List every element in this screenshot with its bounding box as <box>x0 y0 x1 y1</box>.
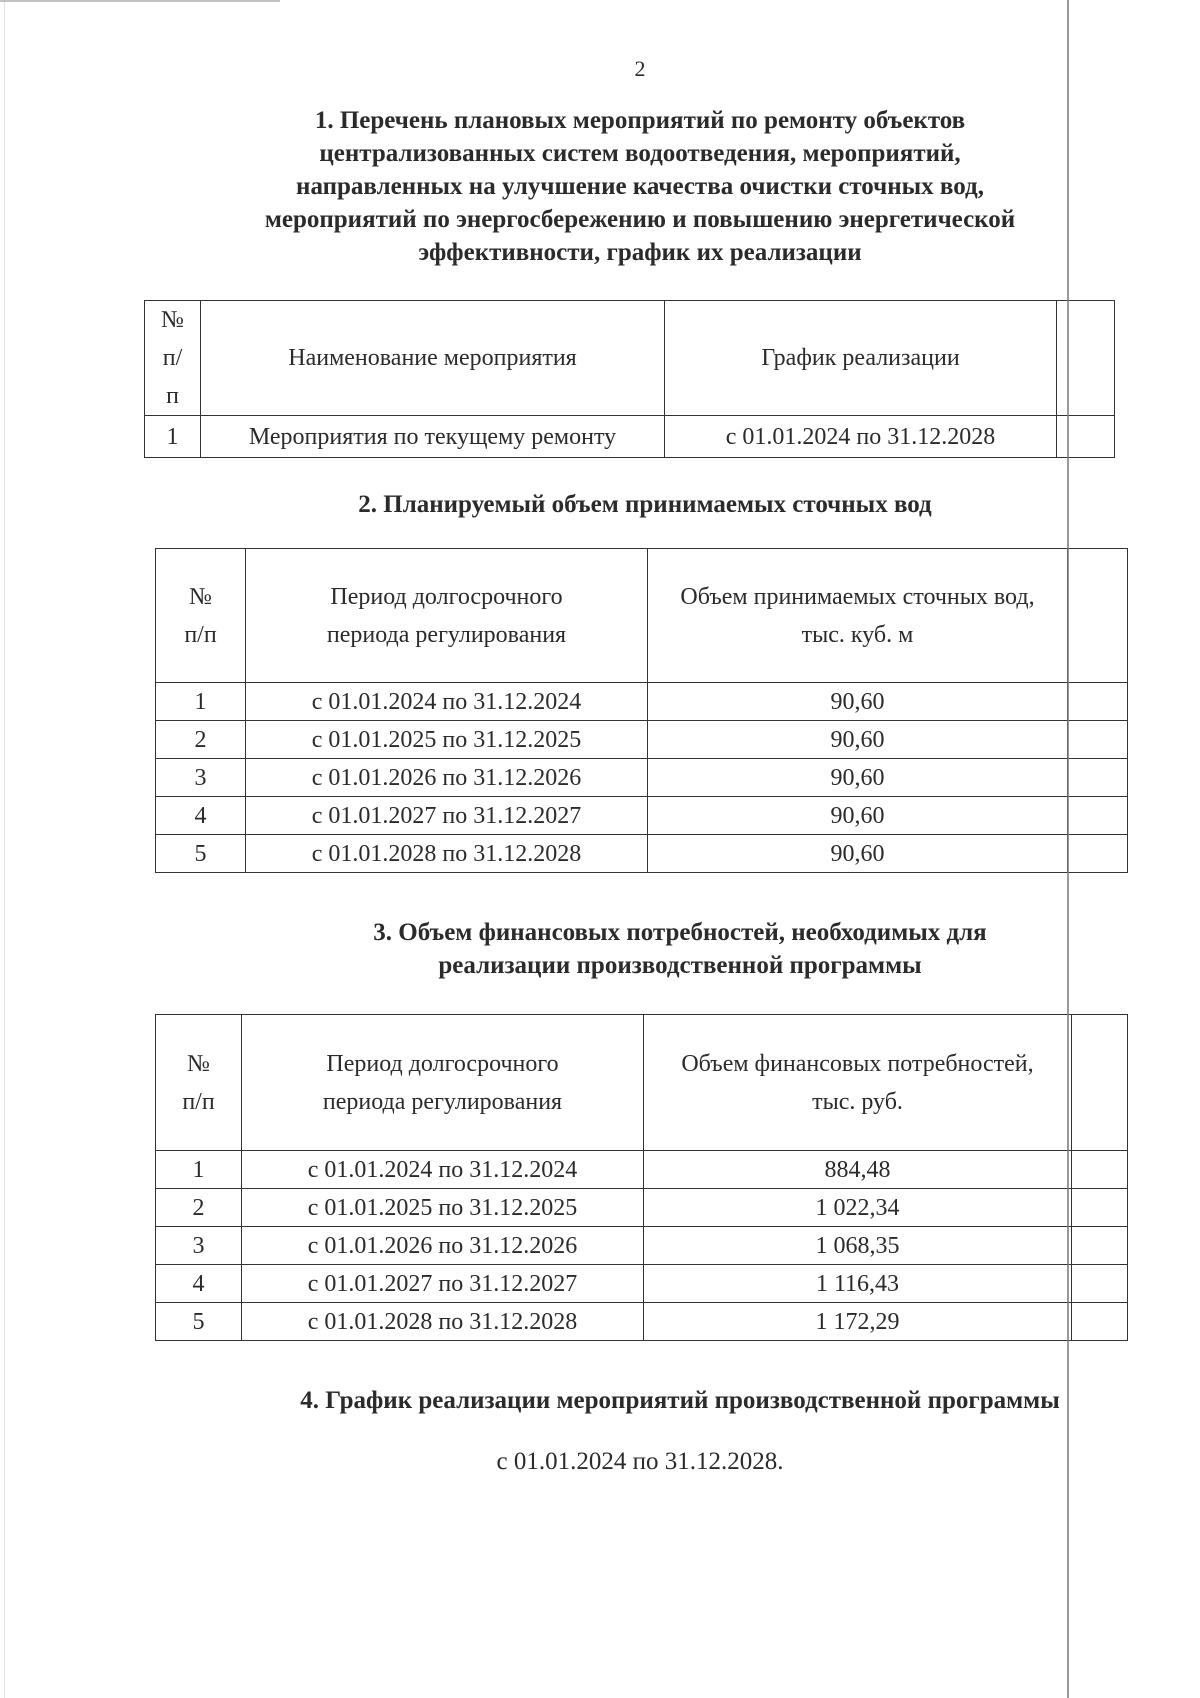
table-row <box>156 683 1128 721</box>
section1-title-line: 1. Перечень плановых мероприятий по ремонту объектов <box>314 107 966 134</box>
header-num <box>145 301 201 416</box>
row-num: 4 <box>156 797 246 835</box>
blank-cell <box>1057 301 1115 416</box>
section3-title-line: 3. Объем финансовых потребностей, необходимых для <box>373 919 987 946</box>
section4-title: 4. График реализации мероприятий производственной программы <box>300 1387 1060 1414</box>
table-row <box>156 797 1128 835</box>
header-period <box>242 1015 644 1151</box>
table-header-row <box>156 1015 1128 1151</box>
blank-cell <box>1072 1151 1128 1189</box>
header-period-line: Период долгосрочного <box>326 1050 559 1077</box>
header-num <box>156 549 246 683</box>
header-num-line: п/ <box>162 345 183 371</box>
header-finance-line: Объем финансовых потребностей, <box>681 1050 1034 1077</box>
table-header-row <box>145 301 1115 416</box>
blank-cell <box>1068 835 1128 873</box>
table-row <box>156 721 1128 759</box>
blank-cell <box>1068 683 1128 721</box>
header-num-line: п/п <box>184 621 217 648</box>
row-finance: 1 022,34 <box>644 1189 1072 1227</box>
row-num: 2 <box>156 1189 242 1227</box>
header-num-line: № <box>161 307 184 333</box>
scan-left-edge <box>4 0 5 1698</box>
table-row <box>156 835 1128 873</box>
row-num: 5 <box>156 835 246 873</box>
row-period: с 01.01.2028 по 31.12.2028 <box>246 835 648 873</box>
row-period: с 01.01.2025 по 31.12.2025 <box>246 721 648 759</box>
blank-cell <box>1068 721 1128 759</box>
row-finance: 884,48 <box>644 1151 1072 1189</box>
header-period-line: периода регулирования <box>322 1088 563 1115</box>
section2-title: 2. Планируемый объем принимаемых сточных вод <box>358 491 932 518</box>
row-period: с 01.01.2024 по 31.12.2024 <box>242 1151 644 1189</box>
blank-cell <box>1072 1303 1128 1341</box>
header-period <box>246 549 648 683</box>
scan-edge-line <box>1067 0 1069 1698</box>
header-num-line: п <box>166 383 179 409</box>
row-activity-name: Мероприятия по текущему ремонту <box>201 416 665 458</box>
row-volume: 90,60 <box>648 721 1068 759</box>
section1-title-line: эффективности, график их реализации <box>418 239 862 266</box>
scan-top-edge <box>0 0 280 2</box>
row-volume: 90,60 <box>648 797 1068 835</box>
row-finance: 1 172,29 <box>644 1303 1072 1341</box>
header-num <box>156 1015 242 1151</box>
table-header-row <box>156 549 1128 683</box>
header-num-line: № <box>187 1050 210 1077</box>
table-row <box>156 1227 1128 1265</box>
blank-cell <box>1057 416 1115 458</box>
row-num: 2 <box>156 721 246 759</box>
header-num-line: № <box>189 583 212 610</box>
table-row <box>145 416 1115 458</box>
row-finance: 1 068,35 <box>644 1227 1072 1265</box>
page-number: 2 <box>634 56 646 81</box>
row-period: с 01.01.2024 по 31.12.2024 <box>246 683 648 721</box>
table-row <box>156 1151 1128 1189</box>
row-num: 5 <box>156 1303 242 1341</box>
table-row <box>156 1265 1128 1303</box>
header-finance-line: тыс. руб. <box>812 1088 903 1115</box>
row-volume: 90,60 <box>648 759 1068 797</box>
wastewater-volume-table <box>155 548 1128 873</box>
row-num: 1 <box>145 416 201 458</box>
row-period: с 01.01.2026 по 31.12.2026 <box>242 1227 644 1265</box>
header-volume <box>648 549 1068 683</box>
activities-table <box>144 300 1115 458</box>
header-finance <box>644 1015 1072 1151</box>
header-period-line: периода регулирования <box>326 621 567 648</box>
section4-period: с 01.01.2024 по 31.12.2028. <box>496 1448 784 1475</box>
blank-cell <box>1072 1189 1128 1227</box>
table-row <box>156 1189 1128 1227</box>
row-num: 3 <box>156 759 246 797</box>
section1-title <box>205 104 1075 269</box>
header-volume-line: Объем принимаемых сточных вод, <box>680 583 1035 610</box>
blank-cell <box>1068 549 1128 683</box>
row-period: с 01.01.2027 по 31.12.2027 <box>242 1265 644 1303</box>
row-finance: 1 116,43 <box>644 1265 1072 1303</box>
section1-title-line: централизованных систем водоотведения, мероприятий, <box>319 140 961 167</box>
blank-cell <box>1068 797 1128 835</box>
header-volume-line: тыс. куб. м <box>801 621 914 648</box>
header-schedule: График реализации <box>665 301 1057 416</box>
row-num: 3 <box>156 1227 242 1265</box>
row-num: 1 <box>156 1151 242 1189</box>
blank-cell <box>1072 1227 1128 1265</box>
row-period: с 01.01.2028 по 31.12.2028 <box>242 1303 644 1341</box>
section1-title-line: направленных на улучшение качества очистки сточных вод, <box>296 173 984 200</box>
row-period: с 01.01.2027 по 31.12.2027 <box>246 797 648 835</box>
blank-cell <box>1072 1265 1128 1303</box>
row-num: 1 <box>156 683 246 721</box>
table-row <box>156 759 1128 797</box>
section3-title <box>300 916 1060 982</box>
section1-title-line: мероприятий по энергосбережению и повышению энергетической <box>264 206 1016 233</box>
row-volume: 90,60 <box>648 835 1068 873</box>
row-volume: 90,60 <box>648 683 1068 721</box>
header-num-line: п/п <box>182 1088 215 1115</box>
row-schedule: с 01.01.2024 по 31.12.2028 <box>665 416 1057 458</box>
blank-cell <box>1072 1015 1128 1151</box>
row-period: с 01.01.2026 по 31.12.2026 <box>246 759 648 797</box>
row-num: 4 <box>156 1265 242 1303</box>
blank-cell <box>1068 759 1128 797</box>
header-period-line: Период долгосрочного <box>330 583 563 610</box>
section3-title-line: реализации производственной программы <box>438 952 922 979</box>
header-activity-name: Наименование мероприятия <box>201 301 665 416</box>
row-period: с 01.01.2025 по 31.12.2025 <box>242 1189 644 1227</box>
financial-needs-table <box>155 1014 1128 1341</box>
table-row <box>156 1303 1128 1341</box>
